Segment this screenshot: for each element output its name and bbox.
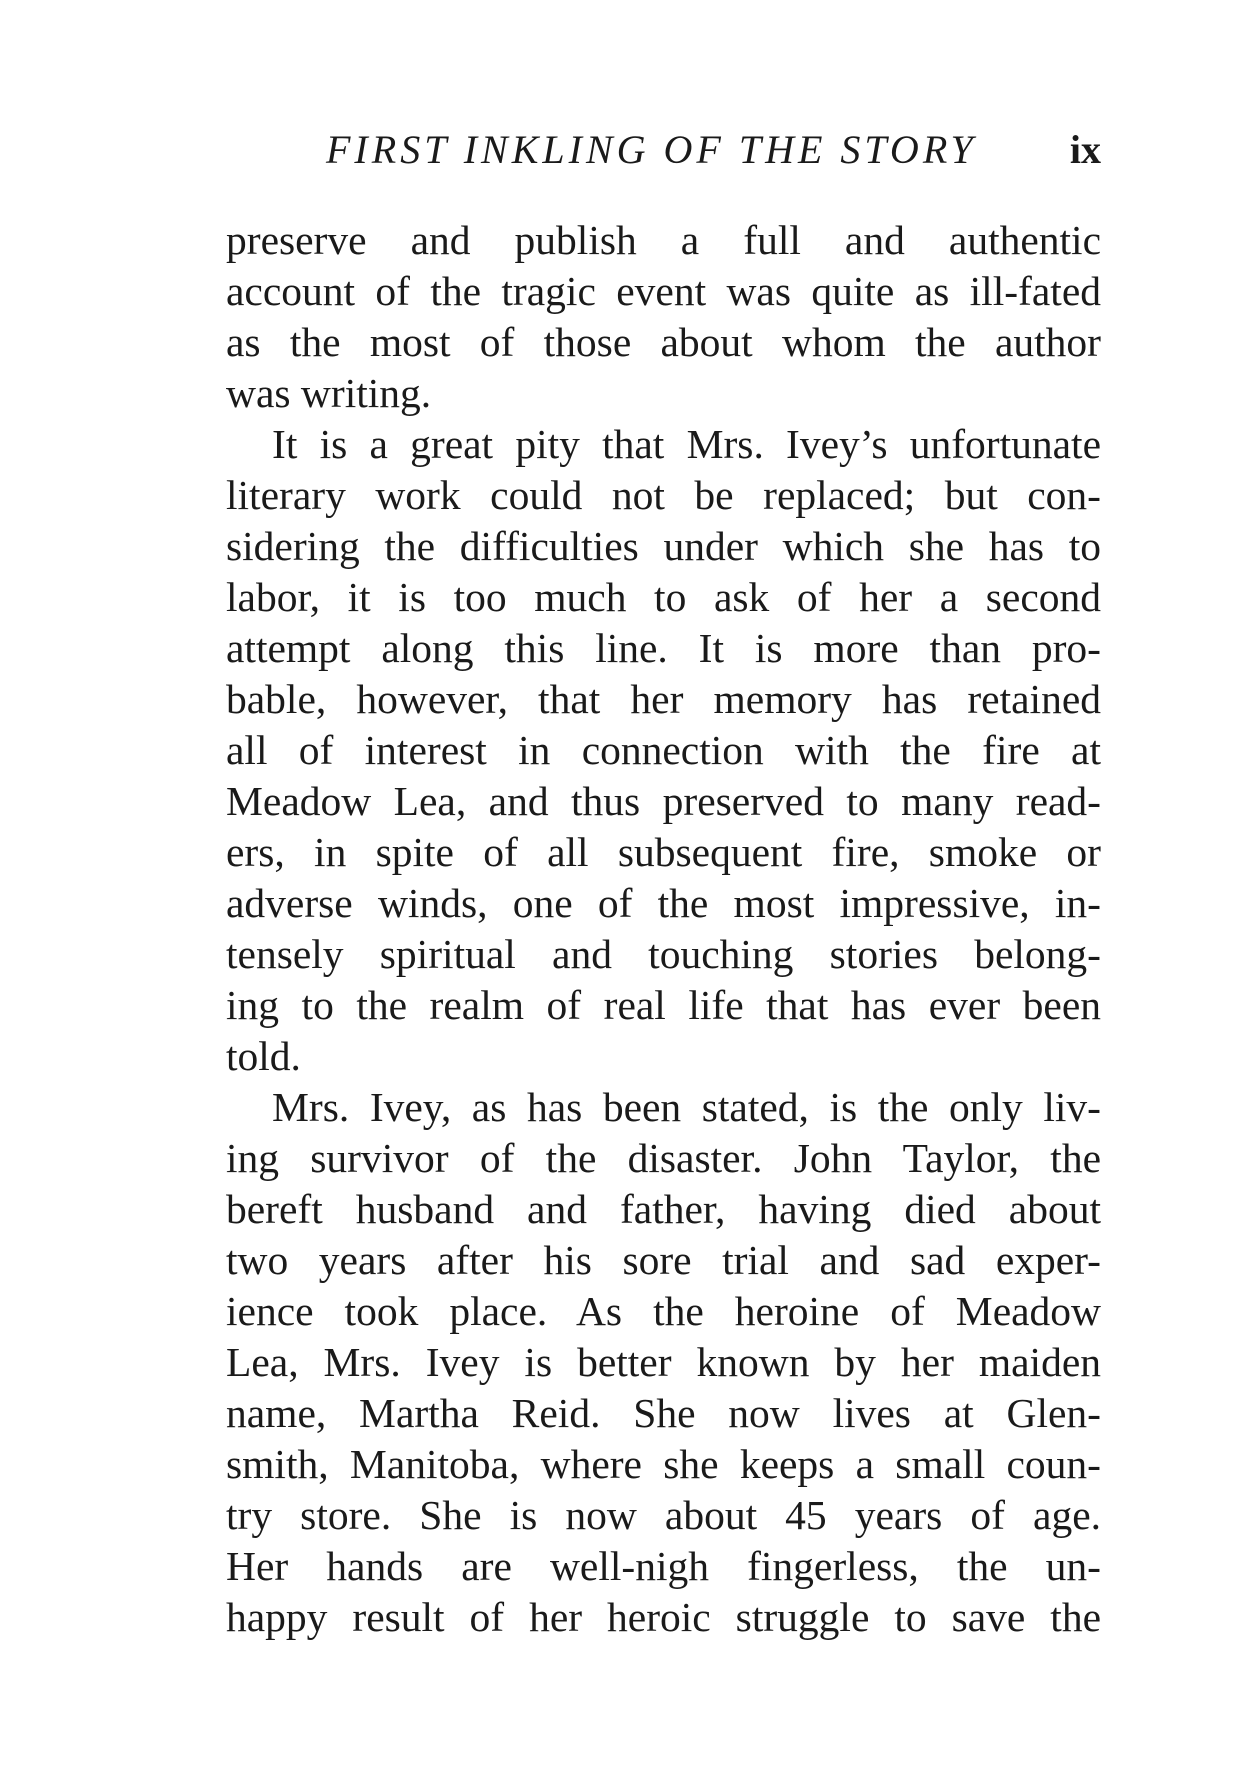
text-line: all of interest in connection with the fire at [226, 727, 1101, 773]
text-line: as the most of those about whom the author [226, 319, 1101, 365]
text-line: tensely spiritual and touching stories belong- [226, 931, 1101, 977]
paragraph-start-line: It is a great pity that Mrs. Ivey’s unfortunate [272, 421, 1101, 467]
text-line: was writing. [226, 370, 432, 416]
text-line: account of the tragic event was quite as ill-fated [226, 268, 1101, 314]
text-line: adverse winds, one of the most impressive, in- [226, 880, 1101, 926]
text-line: Meadow Lea, and thus preserved to many read- [226, 778, 1101, 824]
text-line: told. [226, 1033, 301, 1079]
text-line: ers, in spite of all subsequent fire, smoke or [226, 829, 1101, 875]
text-line: literary work could not be replaced; but con- [226, 472, 1101, 518]
text-line: smith, Manitoba, where she keeps a small coun- [226, 1441, 1101, 1487]
text-line: name, Martha Reid. She now lives at Glen- [226, 1390, 1101, 1436]
running-head [226, 125, 1101, 175]
paragraph-start-line: Mrs. Ivey, as has been stated, is the only liv- [272, 1084, 1101, 1130]
text-line: attempt along this line. It is more than pro- [226, 625, 1101, 671]
running-title: FIRST INKLING OF THE STORY [326, 127, 977, 172]
text-line: happy result of her heroic struggle to save the [226, 1594, 1101, 1640]
text-line: preserve and publish a full and authentic [226, 217, 1101, 263]
body-text [226, 215, 1101, 1643]
text-line: ing to the realm of real life that has ever been [226, 982, 1101, 1028]
text-line: ing survivor of the disaster. John Taylor, the [226, 1135, 1101, 1181]
text-line: Lea, Mrs. Ivey is better known by her maiden [226, 1339, 1101, 1385]
page-number: ix [1069, 127, 1101, 172]
text-line: ience took place. As the heroine of Meadow [226, 1288, 1101, 1334]
text-line: bable, however, that her memory has retained [226, 676, 1101, 722]
text-line: Her hands are well-nigh fingerless, the un- [226, 1543, 1101, 1589]
text-line: bereft husband and father, having died about [226, 1186, 1101, 1232]
text-line: sidering the difficulties under which she has to [226, 523, 1101, 569]
text-line: try store. She is now about 45 years of age. [226, 1492, 1101, 1538]
text-line: two years after his sore trial and sad exper- [226, 1237, 1101, 1283]
text-line: labor, it is too much to ask of her a second [226, 574, 1101, 620]
